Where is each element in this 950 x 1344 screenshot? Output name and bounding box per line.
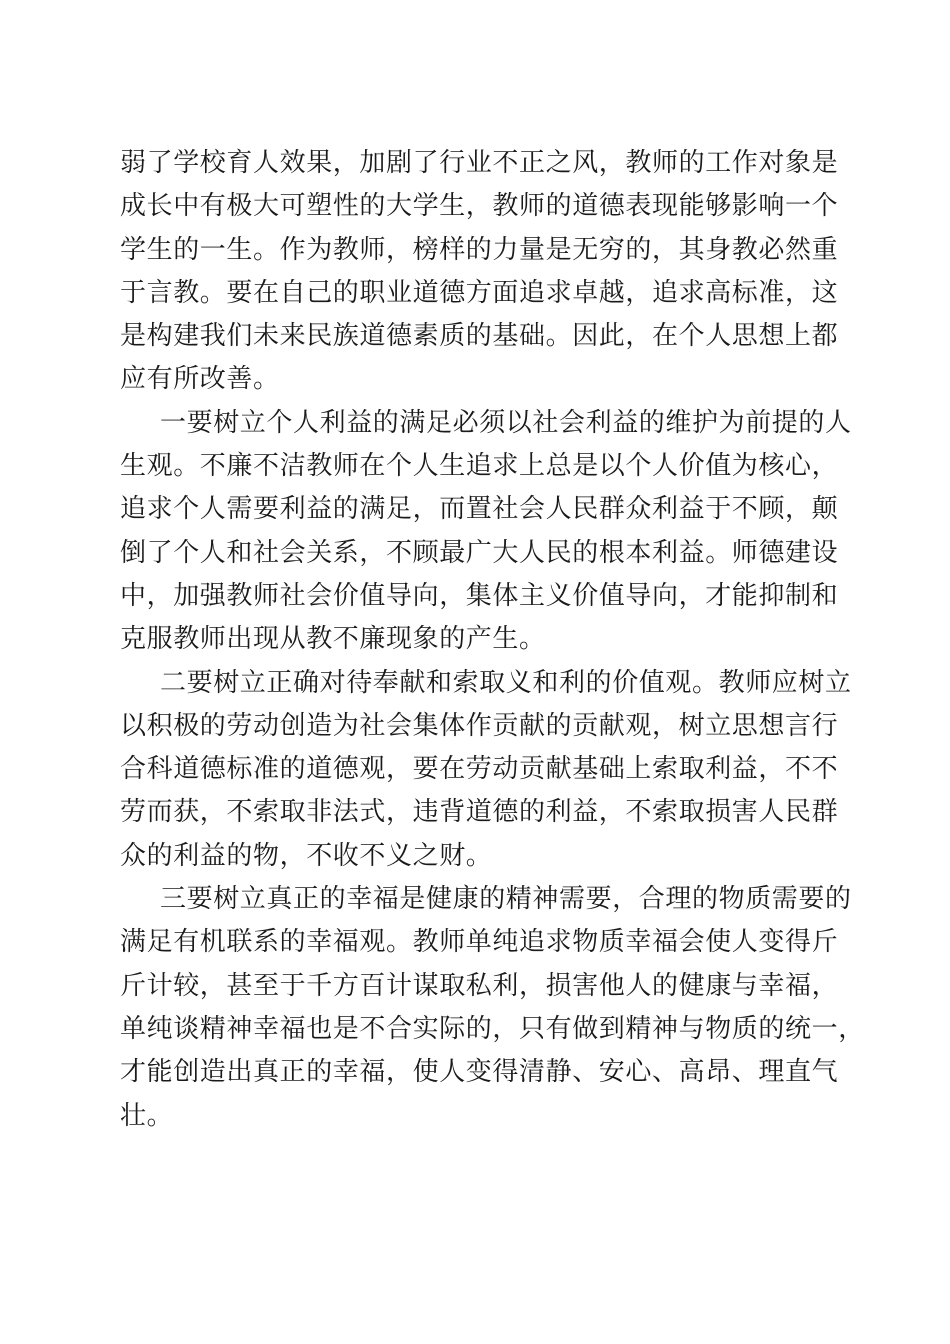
text-line: 是构建我们未来民族道德素质的基础。因此，在个人思想上都 xyxy=(120,321,839,352)
text-line: 生观。不廉不洁教师在个人生追求上总是以个人价值为核心， xyxy=(120,451,839,482)
paragraph-3-first-line: 三要树立真正的幸福是健康的精神需要，合理的物质需要的 xyxy=(160,884,852,915)
text-line: 追求个人需要利益的满足，而置社会人民群众利益于不顾，颠 xyxy=(120,494,839,525)
text-line: 满足有机联系的幸福观。教师单纯追求物质幸福会使人变得斤 xyxy=(120,927,839,958)
text-line: 斤计较，甚至于千方百计谋取私利，损害他人的健康与幸福， xyxy=(120,970,839,1001)
document-body xyxy=(120,142,865,1138)
text-line: 才能创造出真正的幸福，使人变得清静、安心、高昂、理直气 xyxy=(120,1057,839,1088)
text-line: 于言教。要在自己的职业道德方面追求卓越，追求高标准，这 xyxy=(120,277,839,308)
text-line: 成长中有极大可塑性的大学生，教师的道德表现能够影响一个 xyxy=(120,191,839,222)
text-line: 合科道德标准的道德观，要在劳动贡献基础上索取利益，不不 xyxy=(120,754,839,785)
text-line: 众的利益的物，不收不义之财。 xyxy=(120,840,493,871)
text-line: 以积极的劳动创造为社会集体作贡献的贡献观，树立思想言行 xyxy=(120,710,839,741)
paragraph-1-first-line: 一要树立个人利益的满足必须以社会利益的维护为前提的人 xyxy=(160,407,852,438)
text-line: 单纯谈精神幸福也是不合实际的，只有做到精神与物质的统一， xyxy=(120,1013,865,1044)
text-line: 应有所改善。 xyxy=(120,364,280,395)
text-line: 倒了个人和社会关系，不顾最广大人民的根本利益。师德建设 xyxy=(120,537,839,568)
text-line: 中，加强教师社会价值导向，集体主义价值导向，才能抑制和 xyxy=(120,580,839,611)
text-line: 弱了学校育人效果，加剧了行业不正之风，教师的工作对象是 xyxy=(120,148,839,178)
text-line: 壮。 xyxy=(120,1100,174,1131)
text-line: 克服教师出现从教不廉现象的产生。 xyxy=(120,624,546,655)
text-line: 劳而获，不索取非法式，违背道德的利益，不索取损害人民群 xyxy=(120,797,839,828)
paragraph-2-first-line: 二要树立正确对待奉献和索取义和利的价值观。教师应树立 xyxy=(160,667,852,698)
text-line: 学生的一生。作为教师，榜样的力量是无穷的，其身教必然重 xyxy=(120,234,839,265)
